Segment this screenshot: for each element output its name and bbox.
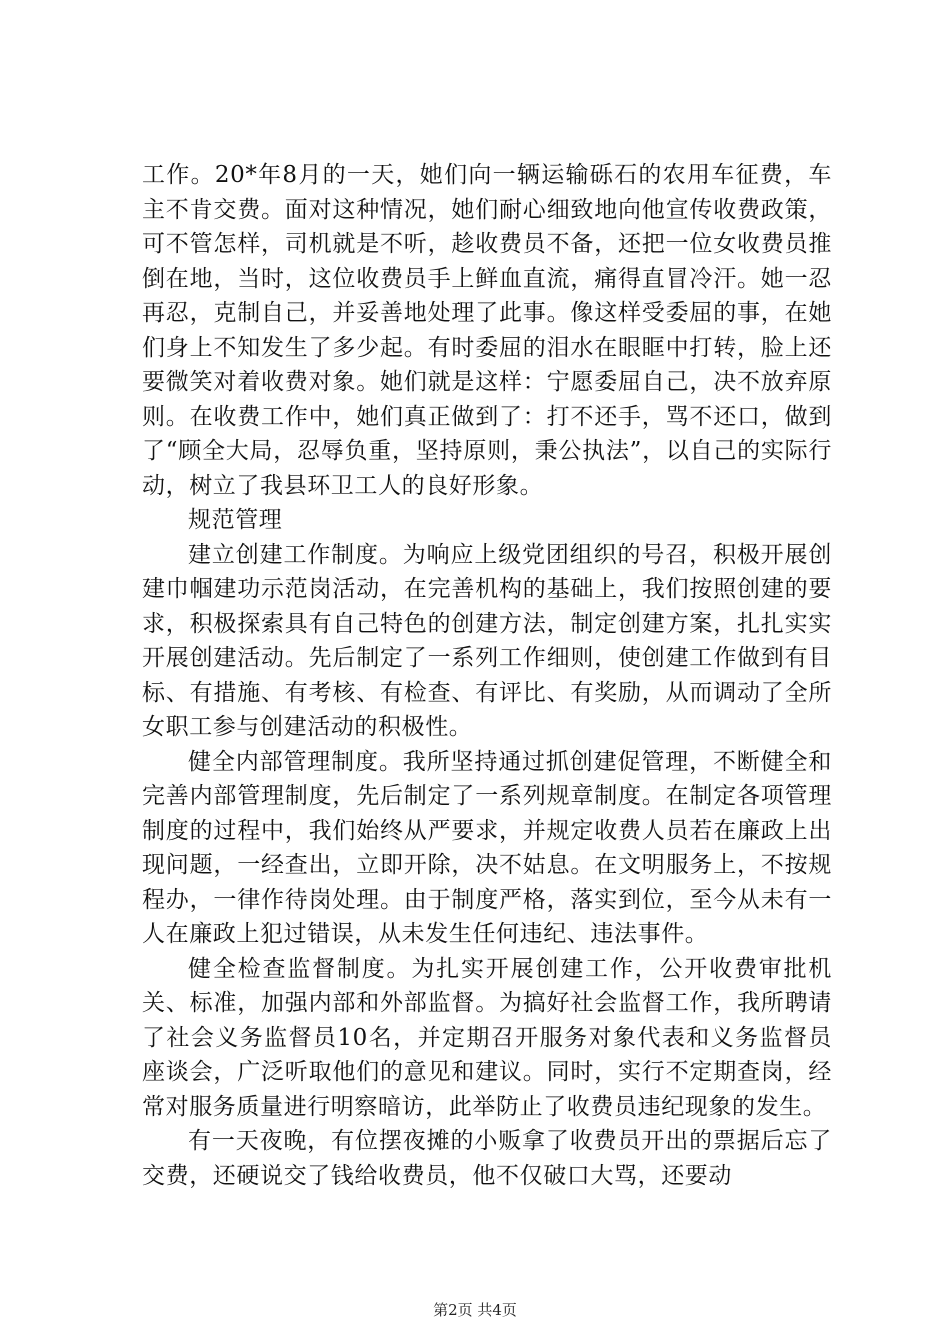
- paragraph-supervision-system: 健全检查监督制度。为扎实开展创建工作，公开收费审批机关、标准，加强内部和外部监督。为搞好社会监督工作，我所聘请了社会义务监督员10名，并定期召开服务对象代表和义务监督员座谈会，广泛听取他们的意见和建议。同时，实行不定期查岗，经常对服务质量进行明察暗访，此举防止了收费员违纪现象的发生。: [142, 955, 832, 1120]
- paragraph-internal-management: 健全内部管理制度。我所坚持通过抓创建促管理，不断健全和完善内部管理制度，先后制定了一系列规章制度。在制定各项管理制度的过程中，我们始终从严要求，并规定收费人员若在廉政上出现问题，一经查出，立即开除，决不姑息。在文明服务上，不按规程办，一律作待岗处理。由于制度严格，落实到位，至今从未有一人在廉政上犯过错误，从未发生任何违纪、违法事件。: [142, 748, 832, 947]
- paragraph-night-vendor-story: 有一天夜晚，有位摆夜摊的小贩拿了收费员开出的票据后忘了交费，还硬说交了钱给收费员，他不仅破口大骂，还要动: [142, 1128, 832, 1189]
- document-body: [142, 158, 832, 1193]
- paragraph-work-system: 建立创建工作制度。为响应上级党团组织的号召，积极开展创建巾帼建功示范岗活动，在完善机构的基础上，我们按照创建的要求，积极探索具有自己特色的创建方法，制定创建方案，扎扎实实开展创建活动。先后制定了一系列工作细则，使创建工作做到有目标、有措施、有考核、有检查、有评比、有奖励，从而调动了全所女职工参与创建活动的积极性。: [142, 541, 832, 740]
- paragraph-story-continuation: 工作。20*年8月的一天，她们向一辆运输砾石的农用车征费，车主不肯交费。面对这种情况，她们耐心细致地向他宣传收费政策，可不管怎样，司机就是不听，趁收费员不备，还把一位女收费员推倒在地，当时，这位收费员手上鲜血直流，痛得直冒冷汗。她一忍再忍，克制自己，并妥善地处理了此事。像这样受委屈的事，在她们身上不知发生了多少起。有时委屈的泪水在眼眶中打转，脸上还要微笑对着收费对象。她们就是这样：宁愿委屈自己，决不放弃原则。在收费工作中，她们真正做到了：打不还手，骂不还口，做到了“顾全大局，忍辱负重，坚持原则，秉公执法”，以自己的实际行动，树立了我县环卫工人的良好形象。: [142, 162, 832, 499]
- page-number-footer: 第2页 共4页: [433, 1301, 517, 1319]
- section-heading-standard-management: 规范管理: [188, 507, 283, 533]
